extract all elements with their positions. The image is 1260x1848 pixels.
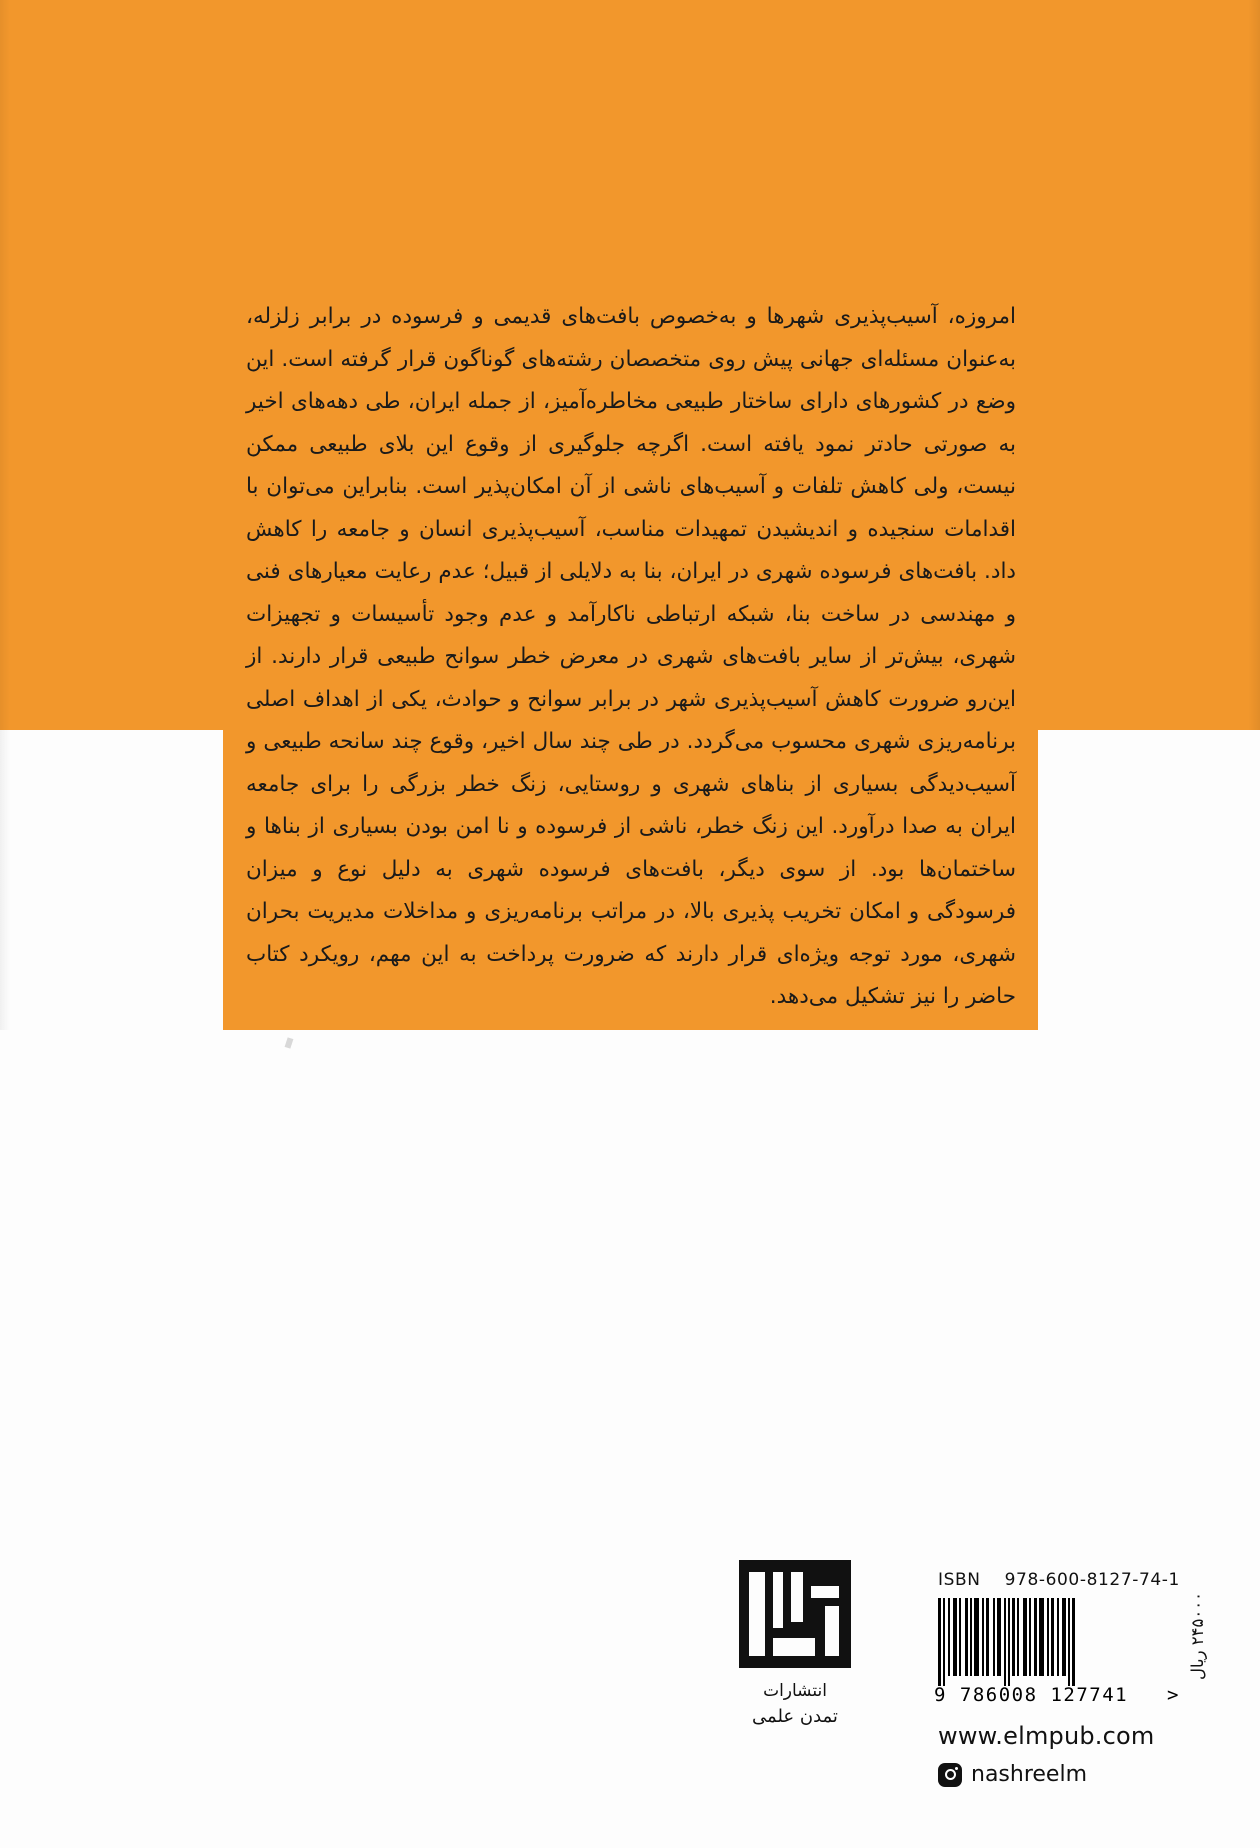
publisher-name-line2: تمدن علمی <box>752 1706 838 1727</box>
right-edge-shadow <box>1248 0 1260 730</box>
publisher-logo-icon <box>739 1560 851 1668</box>
ean13-barcode <box>934 1598 1180 1706</box>
publisher-website[interactable]: www.elmpub.com <box>938 1722 1155 1750</box>
isbn-line <box>938 1570 1200 1590</box>
instagram-icon <box>938 1763 962 1787</box>
publisher-block <box>690 1560 900 1730</box>
publisher-name-line1: انتشارات <box>763 1681 827 1701</box>
publisher-name <box>690 1678 900 1730</box>
left-edge-shadow <box>0 0 10 1030</box>
price-label: ۲۴۵۰۰۰ ریال <box>1188 1592 1207 1681</box>
barcode-bars <box>938 1598 1178 1686</box>
isbn-label: ISBN <box>938 1570 981 1590</box>
instagram-handle: nashreelm <box>971 1762 1088 1787</box>
barcode-digits: 9 786008 127741 > <box>934 1684 1180 1706</box>
isbn-value: 978-600-8127-74-1 <box>1004 1570 1180 1590</box>
social-instagram[interactable] <box>938 1762 1087 1787</box>
page-stray-mark <box>285 1037 294 1048</box>
back-cover-blurb: امروزه، آسیب‌پذیری شهرها و به‌خصوص بافت‌های قدیمی و فرسوده در برابر زلزله، به‌عنوان مسئله‌ای جهانی پیش روی متخصصان رشته‌های گوناگون قرار گرفته است. این وضع در کشورهای دارای ساختار طبیعی مخاطره‌آمیز، از جمله ایران، طی دهه‌های اخیر به صورتی حادتر نمود یافته است. اگرچه جلوگیری از وقوع این بلای طبیعی ممکن نیست، ولی کاهش تلفات و آسیب‌های ناشی از آن امکان‌پذیر است. بنابراین می‌توان با اقدامات سنجیده و اندیشیدن تمهیدات مناسب، آسیب‌پذیری انسان و جامعه را کاهش داد. بافت‌های فرسوده شهری در ایران، بنا به دلایلی از قبیل؛ عدم رعایت معیارهای فنی و مهندسی در ساخت بنا، شبکه ارتباطی ناکارآمد و عدم وجود تأسیسات و تجهیزات شهری، بیش‌تر از سایر بافت‌های شهری در معرض خطر سوانح طبیعی قرار دارند. از این‌رو ضرورت کاهش آسیب‌پذیری شهر در برابر سوانح و حوادث، یکی از اهداف اصلی برنامه‌ریزی شهری محسوب می‌گردد. در طی چند سال اخیر، وقوع چند سانحه طبیعی و آسیب‌دیدگی بسیاری از بناهای شهری و روستایی، زنگ خطر بزرگی را برای جامعه ایران به صدا درآورد. این زنگ خطر، ناشی از فرسوده و نا امن بودن بسیاری از بناها و ساختمان‌ها بود. از سوی دیگر، بافت‌های فرسوده شهری به دلیل نوع و میزان فرسودگی و امکان تخریب پذیری بالا، در مراتب برنامه‌ریزی و مداخلات مدیریت بحران شهری، مورد توجه ویژه‌ای قرار دارند که ضرورت پرداخت به این مهم، رویکرد کتاب حاضر را نیز تشکیل می‌دهد. <box>246 304 1016 1009</box>
footer-zone <box>752 1570 1220 1820</box>
